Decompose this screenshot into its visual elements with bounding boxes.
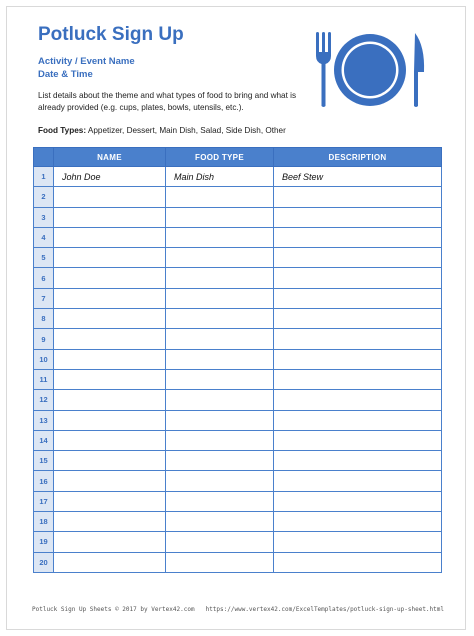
name-cell[interactable]	[54, 288, 166, 308]
description-cell[interactable]	[274, 248, 442, 268]
description-cell[interactable]	[274, 532, 442, 552]
row-number: 10	[34, 349, 54, 369]
table-row	[34, 248, 442, 268]
table-row	[34, 349, 442, 369]
food-type-cell[interactable]: Main Dish	[166, 167, 274, 187]
date-time-label: Date & Time	[38, 69, 93, 80]
row-number: 19	[34, 532, 54, 552]
table-header-row	[34, 148, 442, 167]
row-number: 20	[34, 552, 54, 572]
row-number: 2	[34, 187, 54, 207]
description-cell[interactable]	[274, 268, 442, 288]
name-cell[interactable]	[54, 532, 166, 552]
table-row	[34, 309, 442, 329]
description-cell[interactable]	[274, 491, 442, 511]
table-row	[34, 471, 442, 491]
row-number: 9	[34, 329, 54, 349]
description-cell[interactable]	[274, 309, 442, 329]
description-cell[interactable]	[274, 512, 442, 532]
column-header-number	[34, 148, 54, 167]
row-number: 7	[34, 288, 54, 308]
description-cell[interactable]	[274, 390, 442, 410]
name-cell[interactable]	[54, 451, 166, 471]
description-cell[interactable]	[274, 207, 442, 227]
name-cell[interactable]	[54, 410, 166, 430]
description-cell[interactable]	[274, 410, 442, 430]
table-row	[34, 532, 442, 552]
row-number: 14	[34, 430, 54, 450]
food-type-cell[interactable]	[166, 532, 274, 552]
description-cell[interactable]	[274, 471, 442, 491]
description-cell[interactable]	[274, 430, 442, 450]
table-row	[34, 410, 442, 430]
name-cell[interactable]	[54, 187, 166, 207]
description-cell[interactable]	[274, 451, 442, 471]
food-type-cell[interactable]	[166, 288, 274, 308]
table-row	[34, 430, 442, 450]
food-type-cell[interactable]	[166, 207, 274, 227]
name-cell[interactable]	[54, 471, 166, 491]
name-cell[interactable]	[54, 552, 166, 572]
food-type-cell[interactable]	[166, 309, 274, 329]
description-cell[interactable]	[274, 288, 442, 308]
sign-up-table	[33, 147, 442, 573]
table-row	[34, 268, 442, 288]
column-header-name: NAME	[54, 148, 166, 167]
row-number: 6	[34, 268, 54, 288]
table-row	[34, 329, 442, 349]
description-text: List details about the theme and what types of food to bring and what is already provided (e.g. cups, plates, bowls, utensils, etc.).	[38, 91, 297, 112]
name-cell[interactable]	[54, 309, 166, 329]
table-row	[34, 390, 442, 410]
food-type-cell[interactable]	[166, 410, 274, 430]
page-title: Potluck Sign Up	[38, 24, 184, 45]
food-type-cell[interactable]	[166, 187, 274, 207]
description-cell[interactable]	[274, 187, 442, 207]
row-number: 1	[34, 167, 54, 187]
table-row	[34, 512, 442, 532]
table-row	[34, 369, 442, 389]
row-number: 11	[34, 369, 54, 389]
food-type-cell[interactable]	[166, 227, 274, 247]
column-header-description: DESCRIPTION	[274, 148, 442, 167]
food-types-label: Food Types:	[38, 126, 87, 135]
food-types-line	[38, 126, 286, 135]
row-number: 16	[34, 471, 54, 491]
food-type-cell[interactable]	[166, 471, 274, 491]
table-row	[34, 491, 442, 511]
food-type-cell[interactable]	[166, 369, 274, 389]
table-row	[34, 187, 442, 207]
name-cell[interactable]	[54, 227, 166, 247]
food-type-cell[interactable]	[166, 248, 274, 268]
food-type-cell[interactable]	[166, 491, 274, 511]
description-cell[interactable]	[274, 552, 442, 572]
food-type-cell[interactable]	[166, 552, 274, 572]
food-type-cell[interactable]	[166, 451, 274, 471]
table-row	[34, 227, 442, 247]
name-cell[interactable]: John Doe	[54, 167, 166, 187]
row-number: 8	[34, 309, 54, 329]
name-cell[interactable]	[54, 491, 166, 511]
name-cell[interactable]	[54, 512, 166, 532]
table-row	[34, 167, 442, 187]
food-types-value: Appetizer, Dessert, Main Dish, Salad, Side Dish, Other	[87, 126, 286, 135]
table-row	[34, 552, 442, 572]
footer-copyright: Potluck Sign Up Sheets © 2017 by Vertex42.com	[32, 606, 195, 613]
row-number: 17	[34, 491, 54, 511]
row-number: 15	[34, 451, 54, 471]
table-row	[34, 207, 442, 227]
name-cell[interactable]	[54, 248, 166, 268]
food-type-cell[interactable]	[166, 349, 274, 369]
name-cell[interactable]	[54, 207, 166, 227]
description-cell[interactable]: Beef Stew	[274, 167, 442, 187]
food-type-cell[interactable]	[166, 430, 274, 450]
food-type-cell[interactable]	[166, 329, 274, 349]
table-row	[34, 451, 442, 471]
name-cell[interactable]	[54, 329, 166, 349]
row-number: 5	[34, 248, 54, 268]
description-cell[interactable]	[274, 227, 442, 247]
food-type-cell[interactable]	[166, 512, 274, 532]
row-number: 4	[34, 227, 54, 247]
footer-url[interactable]: https://www.vertex42.com/ExcelTemplates/potluck-sign-up-sheet.html	[205, 606, 444, 613]
description-cell[interactable]	[274, 349, 442, 369]
name-cell[interactable]	[54, 390, 166, 410]
description-cell[interactable]	[274, 369, 442, 389]
table-row	[34, 288, 442, 308]
name-cell[interactable]	[54, 430, 166, 450]
column-header-food-type: FOOD TYPE	[166, 148, 274, 167]
plate-fork-knife-icon	[316, 32, 428, 108]
food-type-cell[interactable]	[166, 268, 274, 288]
name-cell[interactable]	[54, 268, 166, 288]
activity-name-label: Activity / Event Name	[38, 56, 135, 67]
name-cell[interactable]	[54, 369, 166, 389]
row-number: 12	[34, 390, 54, 410]
description-cell[interactable]	[274, 329, 442, 349]
name-cell[interactable]	[54, 349, 166, 369]
row-number: 3	[34, 207, 54, 227]
food-type-cell[interactable]	[166, 390, 274, 410]
row-number: 13	[34, 410, 54, 430]
row-number: 18	[34, 512, 54, 532]
